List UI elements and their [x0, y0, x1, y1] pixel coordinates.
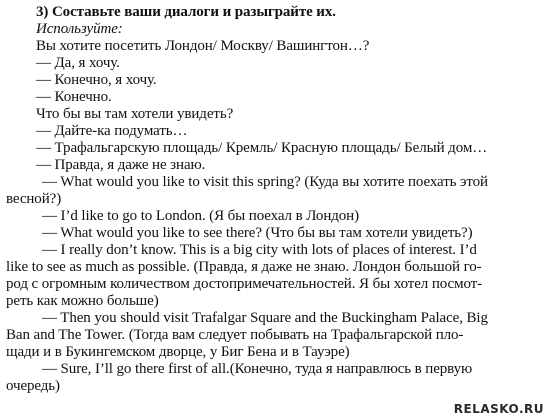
- text-line: — Да, я хочу.: [36, 55, 120, 71]
- text-line: очередь): [6, 378, 60, 394]
- text-line: Ban and The Tower. (Тогда вам следует побывать на Трафальгарской пло-: [6, 327, 464, 343]
- exercise-heading: 3) Составьте ваши диалоги и разыграйте их.: [36, 4, 336, 20]
- text-line: щади и в Букингемском дворце, у Биг Бена и в Тауэре): [6, 344, 350, 360]
- text-line: весной?): [6, 191, 62, 207]
- watermark: RELASKO.RU: [453, 402, 544, 416]
- text-line: — I’d like to go to London. (Я бы поехал в Лондон): [42, 208, 360, 224]
- text-line: — What would you like to visit this spring? (Куда вы хотите поехать этой: [42, 174, 488, 190]
- text-line: — Конечно, я хочу.: [36, 72, 157, 88]
- text-line: — What would you like to see there? (Что бы вы там хотели увидеть?): [42, 225, 473, 241]
- text-line: — Then you should visit Trafalgar Square and the Buckingham Palace, Big: [42, 310, 488, 326]
- text-line: — Трафальгарскую площадь/ Кремль/ Красную площадь/ Белый дом…: [36, 140, 488, 156]
- text-line: — I really don’t know. This is a big city with lots of places of interest. I’d: [42, 242, 477, 258]
- text-line: — Sure, I’ll go there first of all.(Конечно, туда я направлюсь в первую: [42, 361, 473, 377]
- text-line: — Правда, я даже не знаю.: [36, 157, 206, 173]
- use-label: Используйте:: [36, 21, 123, 37]
- text-line: — Дайте-ка подумать…: [36, 123, 188, 139]
- text-line: — Конечно.: [36, 89, 112, 105]
- text-line: Вы хотите посетить Лондон/ Москву/ Вашингтон…?: [36, 38, 370, 54]
- text-line: like to see as much as possible. (Правда, я даже не знаю. Лондон большой го-: [6, 259, 482, 275]
- text-line: род с огромным количеством достопримечательностей. Я бы хотел посмот-: [6, 276, 483, 292]
- text-line: Что бы вы там хотели увидеть?: [36, 106, 234, 122]
- text-line: реть как можно больше): [6, 293, 159, 309]
